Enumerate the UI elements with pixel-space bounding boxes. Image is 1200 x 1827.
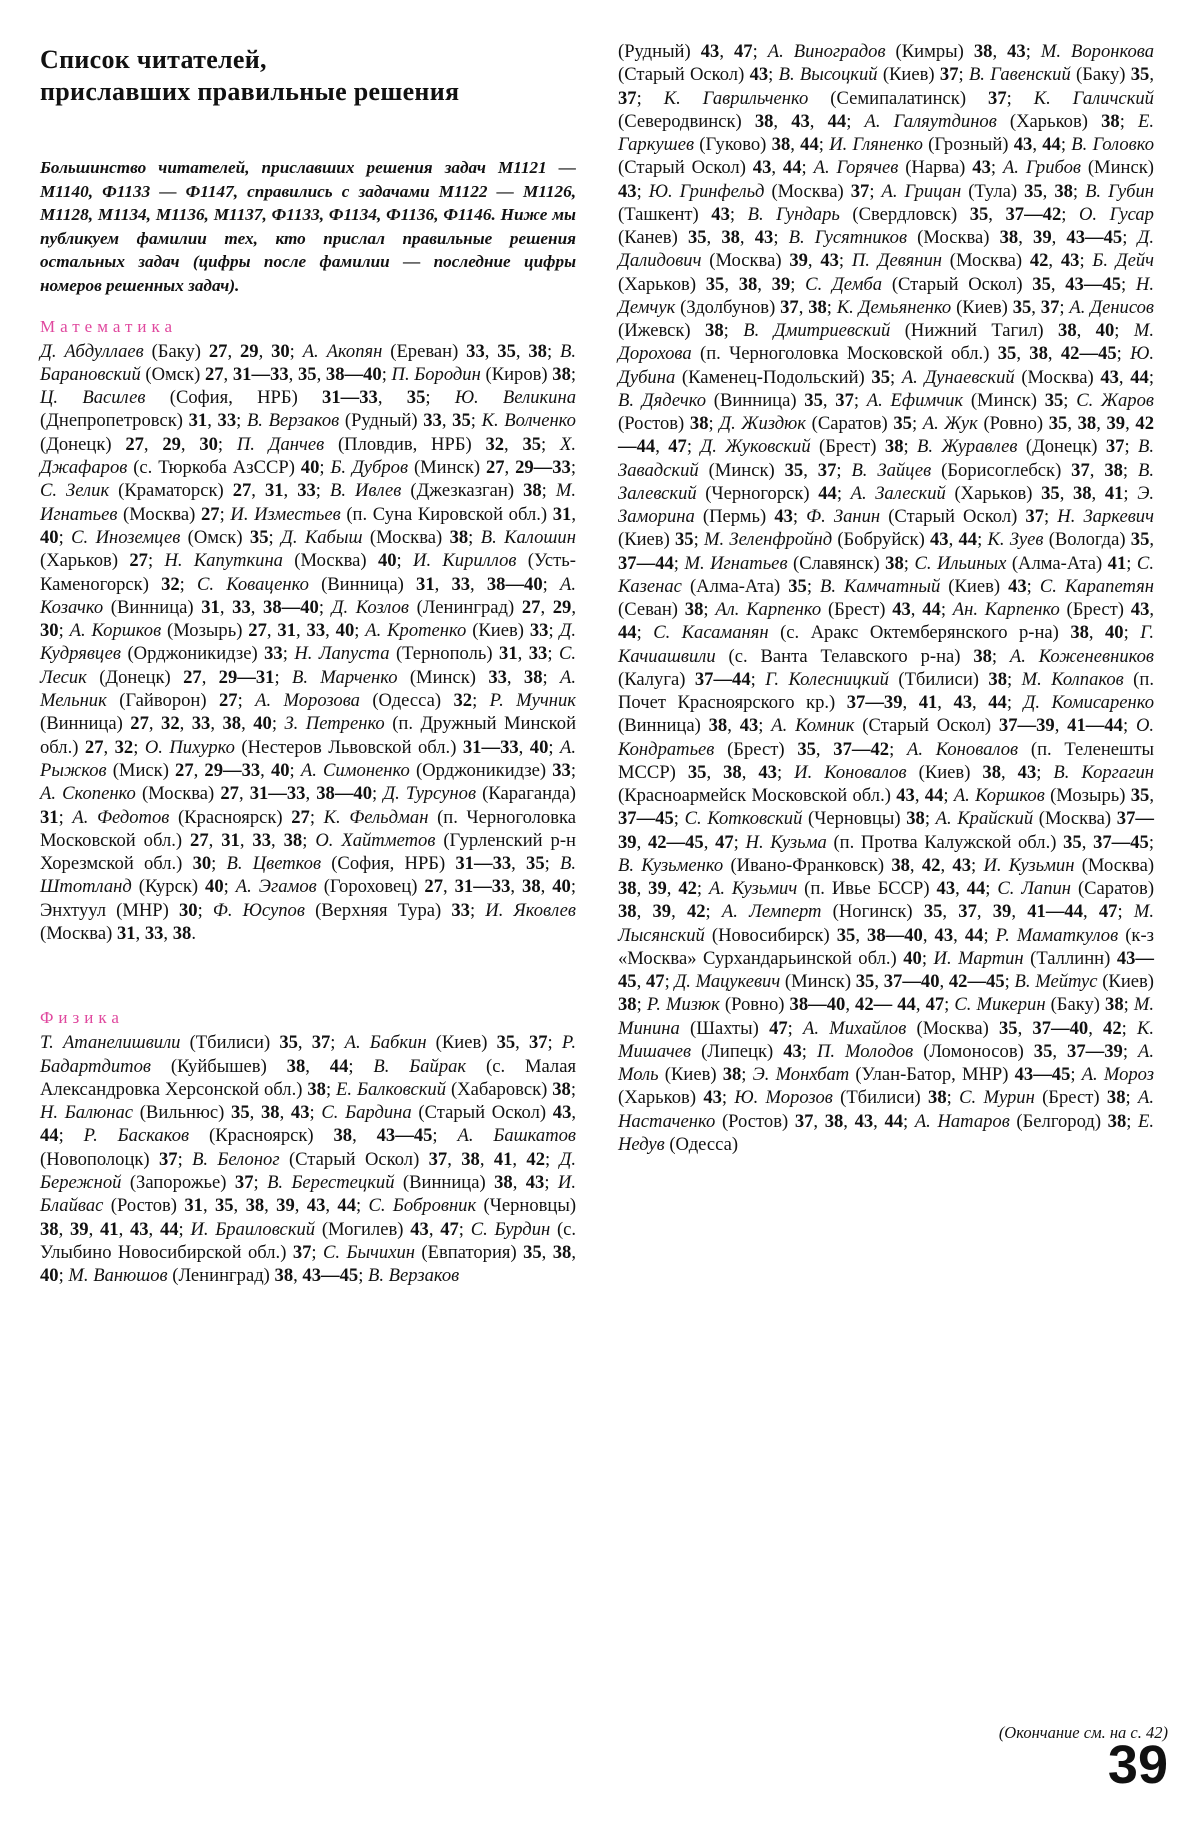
physics-readers-list-right bbox=[618, 40, 1154, 1156]
page-title: Список читателей, приславших правильные решения bbox=[40, 45, 460, 106]
math-readers-list bbox=[40, 340, 576, 946]
intro-paragraph: Большинство читателей, приславших решения задач М1121 — М1140, Ф1133 — Ф1147, справились с задачами М1122 — М1126, М1128, М1134, М1136, М1137, Ф1133, Ф1134, Ф1136, Ф1146. Ниже мы публикуем фамилии тех, кто прислал правильные решения остальных задач (цифры после фамилии — последние цифры номеров решенных задач). bbox=[40, 158, 576, 295]
physics-readers-list-left bbox=[40, 1031, 576, 1287]
page-number: 39 bbox=[1107, 1735, 1168, 1795]
math-readers-text: Д. Абдуллаев (Баку) 27, 29, 30; А. Акопян (Ереван) 33, 35, 38; В. Барановский (Омск) 27, 31—33, 35, 38—40; П. Бородин (Киров) 38; Ц. Василев (София, НРБ) 31—33, 35; Ю. Великина (Днепропетровск) 31, 33; В. Верзаков (Рудный) 33, 35; К. Волченко (Донецк) 27, 29, 30; П. Данчев (Пловдив, НРБ) 32, 35; Х. Джафаров (с. Тюркоба АзССР) 40; Б. Дубров (Минск) 27, 29—33; С. Зелик (Краматорск) 27, 31, 33; В. Ивлев (Джезказган) 38; М. Игнатьев (Москва) 27; И. Изместьев (п. Суна Кировской обл.) 31, 40; С. Иноземцев (Омск) 35; Д. Кабыш (Москва) 38; В. Калошин (Харьков) 27; Н. Капуткина (Москва) 40; И. Кириллов (Усть-Каменогорск) 32; С. Коваценко (Винница) 31, 33, 38—40; А. Козачко (Винница) 31, 33, 38—40; Д. Козлов (Ленинград) 27, 29, 30; А. Коршков (Мозырь) 27, 31, 33, 40; А. Кротенко (Киев) 33; Д. Кудрявцев (Орджоникидзе) 33; Н. Лапуста (Тернополь) 31, 33; С. Лесик (Донецк) 27, 29—31; В. Марченко (Минск) 33, 38; А. Мельник (Гайворон) 27; А. Морозова (Одесса) 32; Р. Мучник (Винница) 27, 32, 33, 38, 40; З. Петренко (п. Дружный Минской обл.) 27, 32; О. Пихурко (Нестеров Львовской обл.) 31—33, 40; А. Рыжков (Миск) 27, 29—33, 40; А. Симоненко (Орджоникидзе) 33; А. Скопенко (Москва) 27, 31—33, 38—40; Д. Турсунов (Караганда) 31; А. Федотов (Красноярск) 27; К. Фельдман (п. Черноголовка Московской обл.) 27, 31, 33, 38; О. Хайтметов (Гурленский р-н Хорезмской обл.) 30; В. Цветков (София, НРБ) 31—33, 35; В. Штотланд (Курск) 40; А. Эгамов (Гороховец) 27, 31—33, 38, 40; Энхтуул (МНР) 30; Ф. Юсупов (Верхняя Тура) 33; И. Яковлев (Москва) 31, 33, 38. bbox=[40, 340, 577, 944]
physics-readers-text-left: Т. Атанелишвили (Тбилиси) 35, 37; А. Бабкин (Киев) 35, 37; Р. Бадартдитов (Куйбышев) 38, 44; В. Байрак (с. Малая Александровка Херсонской обл.) 38; Е. Балковский (Хабаровск) 38; Н. Балюнас (Вильнюс) 35, 38, 43; С. Бардина (Старый Оскол) 43, 44; Р. Баскаков (Красноярск) 38, 43—45; А. Башкатов (Новополоцк) 37; В. Белоног (Старый Оскол) 37, 38, 41, 42; Д. Бережной (Запорожье) 37; В. Берестецкий (Винница) 38, 43; И. Блайвас (Ростов) 31, 35, 38, 39, 43, 44; С. Бобровник (Черновцы) 38, 39, 41, 43, 44; И. Браиловский (Могилев) 43, 47; С. Бурдин (с. Улыбино Новосибирской обл.) 37; С. Бычихин (Евпатория) 35, 38, 40; М. Ванюшов (Ленинград) 38, 43—45; В. Верзаков bbox=[40, 1032, 577, 1287]
math-section-heading: Математика bbox=[40, 316, 178, 336]
right-column bbox=[618, 40, 1154, 1156]
left-column bbox=[40, 40, 576, 1288]
physics-section-heading: Физика bbox=[40, 1008, 124, 1028]
continuation-note: (Окончание см. на с. 42) bbox=[998, 1723, 1168, 1742]
physics-readers-text-right: (Рудный) 43, 47; А. Виноградов (Кимры) 38, 43; М. Воронкова (Старый Оскол) 43; В. Высоцкий (Киев) 37; В. Гавенский (Баку) 35, 37; К. Гаврильченко (Семипалатинск) 37; К. Галичский (Северодвинск) 38, 43, 44; А. Галяутдинов (Харьков) 38; Е. Гаркушев (Гуково) 38, 44; И. Гляненко (Грозный) 43, 44; В. Головко (Старый Оскол) 43, 44; А. Горячев (Нарва) 43; А. Грибов (Минск) 43; Ю. Гринфельд (Москва) 37; А. Грицан (Тула) 35, 38; В. Губин (Ташкент) 43; В. Гундарь (Свердловск) 35, 37—42; О. Гусар (Канев) 35, 38, 43; В. Гусятников (Москва) 38, 39, 43—45; Д. Далидович (Москва) 39, 43; П. Девянин (Москва) 42, 43; Б. Дейч (Харьков) 35, 38, 39; С. Демба (Старый Оскол) 35, 43—45; Н. Демчук (Здолбунов) 37, 38; К. Демьяненко (Киев) 35, 37; А. Денисов (Ижевск) 38; В. Дмитриевский (Нижний Тагил) 38, 40; М. Дорохова (п. Черноголовка Московской обл.) 35, 38, 42—45; Ю. Дубина (Каменец-Подольский) 35; А. Дунаевский (Москва) 43, 44; В. Дядечко (Винница) 35, 37; А. Ефимчик (Минск) 35; С. Жаров (Ростов) 38; Д. Жиздюк (Саратов) 35; А. Жук (Ровно) 35, 38, 39, 42—44, 47; Д. Жуковский (Брест) 38; В. Журавлев (Донецк) 37; В. Завадский (Минск) 35, 37; В. Зайцев (Борисоглебск) 37, 38; В. Залевский (Черногорск) 44; А. Залеский (Харьков) 35, 38, 41; Э. Заморина (Пермь) 43; Ф. Занин (Старый Оскол) 37; Н. Заркевич (Киев) 35; М. Зеленфройнд (Бобруйск) 43, 44; К. Зуев (Вологда) 35, 37—44; М. Игнатьев (Славянск) 38; С. Ильиных (Алма-Ата) 41; С. Казенас (Алма-Ата) 35; В. Камчатный (Киев) 43; С. Карапетян (Севан) 38; Ал. Карпенко (Брест) 43, 44; Ан. Карпенко (Брест) 43, 44; С. Касаманян (с. Аракс Октемберянского р-на) 38, 40; Г. Качиашвили (с. Ванта Телавского р-на) 38; А. Коженевников (Калуга) 37—44; Г. Колесницкий (Тбилиси) 38; М. Колпаков (п. Почет Красноярского кр.) 37—39, 41, 43, 44; Д. Комисаренко (Винница) 38, 43; А. Комник (Старый Оскол) 37—39, 41—44; О. Кондратьев (Брест) 35, 37—42; А. Коновалов (п. Теленешты МССР) 35, 38, 43; И. Коновалов (Киев) 38, 43; В. Коргагин (Красноармейск Московской обл.) 43, 44; А. Коршков (Мозырь) 35, 37—45; С. Котковский (Черновцы) 38; А. Крайский (Москва) 37—39, 42—45, 47; Н. Кузьма (п. Протва Калужской обл.) 35, 37—45; В. Кузьменко (Ивано-Франковск) 38, 42, 43; И. Кузьмин (Москва) 38, 39, 42; А. Кузьмич (п. Ивье БССР) 43, 44; С. Лапин (Саратов) 38, 39, 42; А. Лемперт (Ногинск) 35, 37, 39, 41—44, 47; М. Лысянский (Новосибирск) 35, 38—40, 43, 44; Р. Маматкулов (к-з «Москва» Сурхандарьинской обл.) 40; И. Мартин (Таллинн) 43—45, 47; Д. Мацукевич (Минск) 35, 37—40, 42—45; В. Мейтус (Киев) 38; Р. Мизюк (Ровно) 38—40, 42— 44, 47; С. Микерин (Баку) 38; М. Минина (Шахты) 47; А. Михайлов (Москва) 35, 37—40, 42; К. Мишачев (Липецк) 43; П. Молодов (Ломоносов) 35, 37—39; А. Моль (Киев) 38; Э. Монхбат (Улан-Батор, МНР) 43—45; А. Мороз (Харьков) 43; Ю. Морозов (Тбилиси) 38; С. Мурин (Брест) 38; А. Настаченко (Ростов) 37, 38, 43, 44; А. Натаров (Белгород) 38; Е. Недув (Одесса) bbox=[618, 41, 1155, 1155]
